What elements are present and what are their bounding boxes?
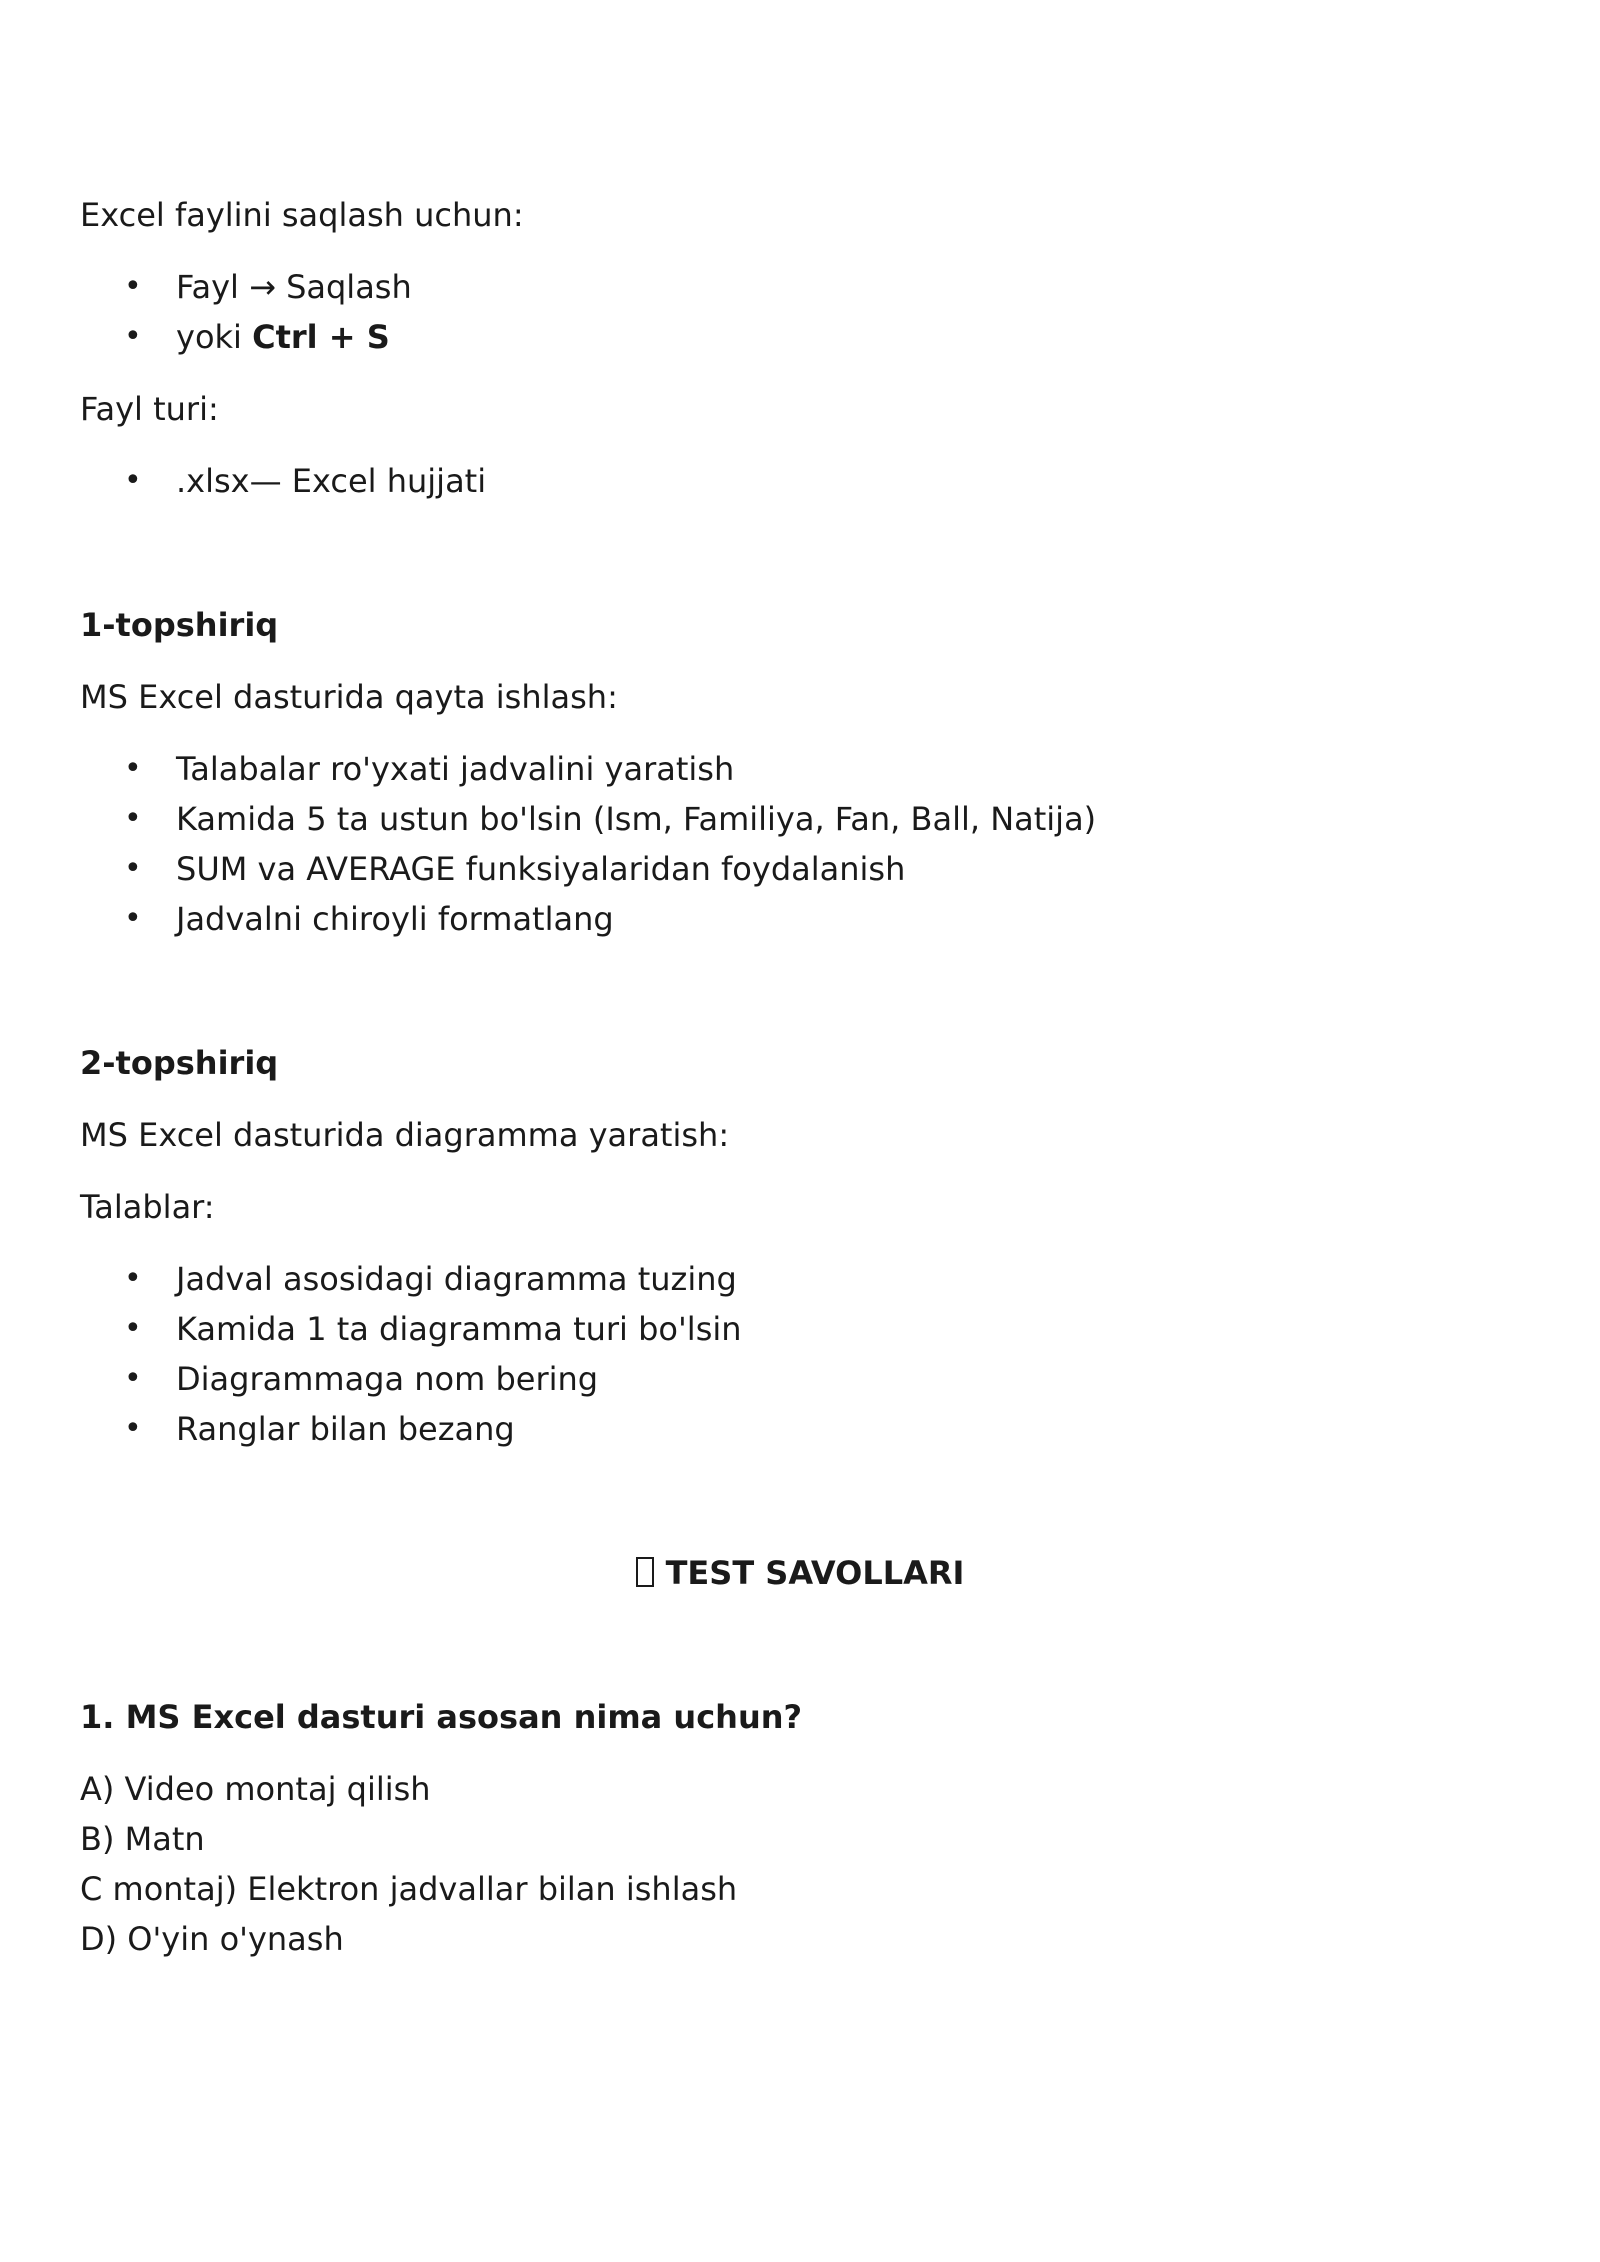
shortcut-prefix: yoki [176, 318, 253, 356]
task1-intro: MS Excel dasturida qayta ishlash: [80, 678, 618, 716]
save-intro: Excel faylini saqlash uchun: [80, 196, 524, 234]
list-item-text: Kamida 1 ta diagramma turi bo'lsin [176, 1310, 742, 1348]
list-item-text: Fayl → Saqlash [176, 268, 412, 306]
answer-option: B) Matn [80, 1820, 205, 1858]
list-item-text: Talabalar ro'yxati jadvalini yaratish [176, 750, 735, 788]
bullet: • [124, 1361, 142, 1396]
list-item [80, 744, 1520, 794]
list-item [80, 1404, 1520, 1454]
list-item [80, 312, 1520, 362]
answer-option: A) Video montaj qilish [80, 1770, 431, 1808]
document-page [80, 190, 1520, 1964]
question-1-options [80, 1764, 1520, 1964]
list-item-text: Diagrammaga nom bering [176, 1360, 599, 1398]
bullet: • [124, 1411, 142, 1446]
bullet: • [124, 901, 142, 936]
list-item [80, 1354, 1520, 1404]
test-section-title [80, 1548, 1520, 1598]
answer-option: C montaj) Elektron jadvallar bilan ishlash [80, 1870, 738, 1908]
bullet: • [124, 1261, 142, 1296]
list-item [80, 894, 1520, 944]
file-type-label: Fayl turi: [80, 390, 219, 428]
list-item [80, 844, 1520, 894]
list-item [80, 1254, 1520, 1304]
list-item [80, 456, 1520, 506]
task2-requirements-label: Talablar: [80, 1188, 215, 1226]
missing-glyph-box-icon [636, 1557, 654, 1587]
question-1-text: 1. MS Excel dasturi asosan nima uchun? [80, 1698, 803, 1736]
list-item [80, 1304, 1520, 1354]
list-item-text: Jadvalni chiroyli formatlang [176, 900, 614, 938]
list-item-text: SUM va AVERAGE funksiyalaridan foydalanish [176, 850, 906, 888]
list-item [80, 262, 1520, 312]
bullet: • [124, 319, 142, 354]
bullet: • [124, 269, 142, 304]
task1-title: 1-topshiriq [80, 606, 279, 644]
save-steps-list [80, 262, 1520, 362]
bullet: • [124, 463, 142, 498]
list-item-text: Ranglar bilan bezang [176, 1410, 515, 1448]
list-item [80, 794, 1520, 844]
bullet: • [124, 1311, 142, 1346]
bullet: • [124, 851, 142, 886]
file-type-list [80, 456, 1520, 506]
task2-title: 2-topshiriq [80, 1044, 279, 1082]
shortcut-keys: Ctrl + S [252, 318, 390, 356]
task2-intro: MS Excel dasturida diagramma yaratish: [80, 1116, 730, 1154]
test-title-text: TEST SAVOLLARI [665, 1554, 965, 1592]
task2-list [80, 1254, 1520, 1454]
list-item-text: Jadval asosidagi diagramma tuzing [176, 1260, 737, 1298]
list-item-text: .xlsx— Excel hujjati [176, 462, 487, 500]
bullet: • [124, 801, 142, 836]
task1-list [80, 744, 1520, 944]
bullet: • [124, 751, 142, 786]
answer-option: D) O'yin o'ynash [80, 1920, 344, 1958]
list-item-text: Kamida 5 ta ustun bo'lsin (Ism, Familiya, Fan, Ball, Natija) [176, 800, 1097, 838]
